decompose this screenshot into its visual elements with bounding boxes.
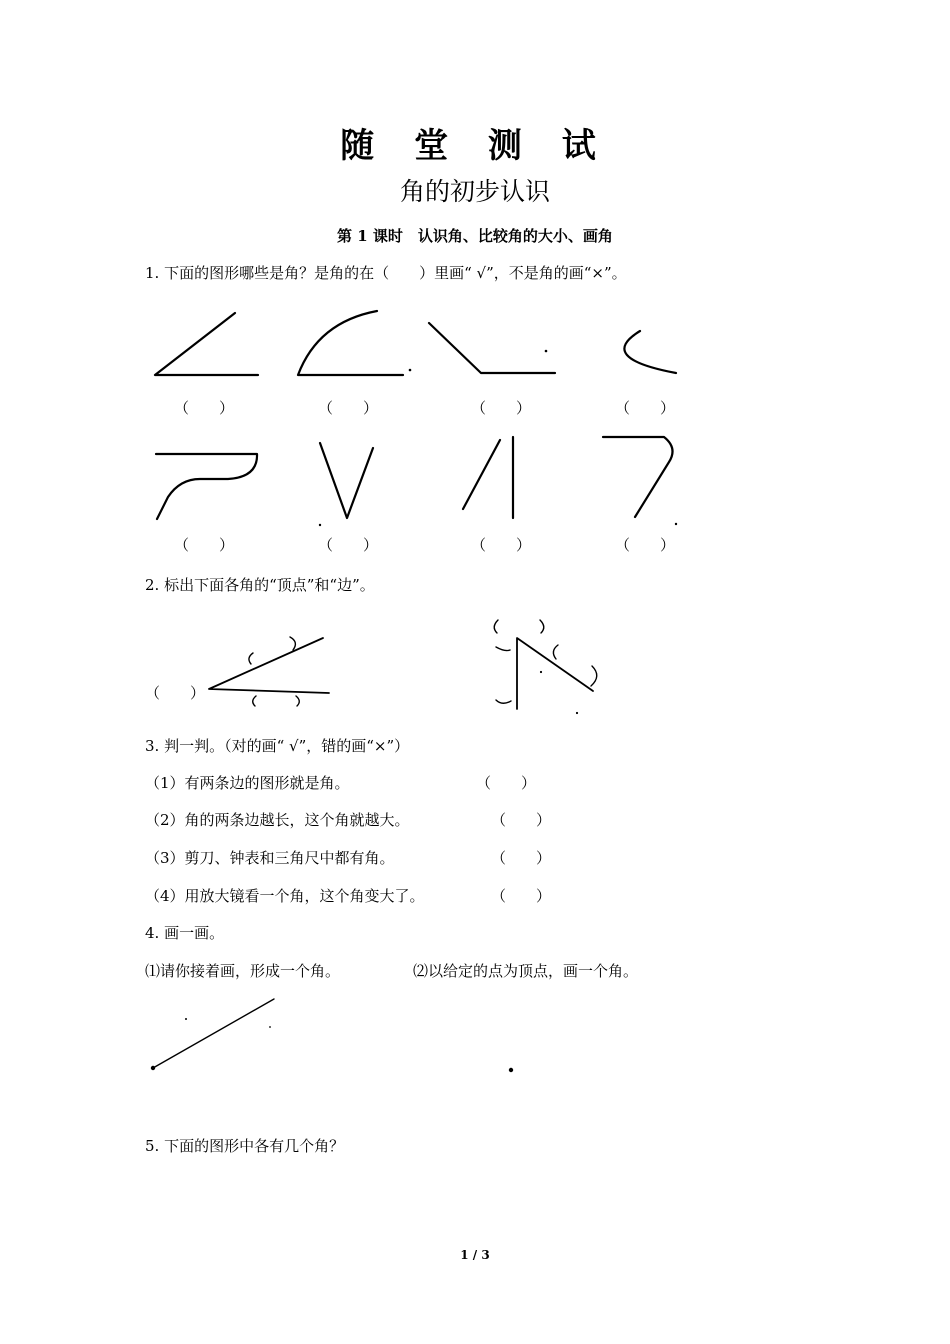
question-4-part-1: ⑴请你接着画，形成一个角。 [145, 962, 341, 980]
answer-blank-6[interactable]: （ ） [318, 536, 379, 554]
answer-blank-7[interactable]: （ ） [471, 536, 532, 554]
statement-1-blank[interactable]: （ ） [476, 774, 537, 792]
question-5: 5. 下面的图形中各有几个角？ [145, 1137, 345, 1155]
figure-shape-e [156, 454, 257, 519]
question-4: 4. 画一画。 [145, 924, 225, 942]
drawing-ray [153, 999, 274, 1068]
figure-angle-a [155, 313, 258, 375]
answer-blank-2[interactable]: （ ） [318, 399, 379, 417]
bracket-left-bottom-open [253, 696, 256, 706]
figure-curve-b [298, 311, 403, 375]
bracket-left-mid-open [249, 653, 253, 664]
bracket-right-edge-close [591, 666, 597, 686]
figure-angle-c [429, 323, 555, 373]
statement-3: （3）剪刀、钟表和三角尺中都有角。 [145, 849, 395, 867]
question-1: 1. 下面的图形哪些是角？是角的在（ ）里画“ √”，不是角的画“×”。 [145, 264, 627, 282]
answer-blank-1[interactable]: （ ） [174, 399, 235, 417]
q4-figures [0, 990, 950, 1090]
statement-4: （4）用放大镜看一个角，这个角变大了。 [145, 887, 425, 905]
vertex-label-blank[interactable]: （ ） [145, 684, 206, 702]
ray-endpoint [151, 1066, 155, 1070]
bracket-right-top-open [494, 620, 498, 633]
statement-3-blank[interactable]: （ ） [491, 849, 552, 867]
statement-4-blank[interactable]: （ ） [491, 887, 552, 905]
given-vertex-point [509, 1068, 513, 1072]
q2-figures [0, 600, 950, 730]
answer-blank-8[interactable]: （ ） [615, 536, 676, 554]
bracket-left-bottom-close [296, 696, 299, 706]
bracket-left-top-close [290, 637, 295, 650]
q1-figures [0, 0, 950, 560]
answer-blank-4[interactable]: （ ） [615, 399, 676, 417]
question-2: 2. 标出下面各角的“顶点”和“边”。 [145, 576, 375, 594]
figure-curve-d [624, 331, 676, 373]
statement-1: （1）有两条边的图形就是角。 [145, 774, 350, 792]
figure-line-g1 [463, 440, 500, 509]
angle-left [209, 638, 329, 693]
answer-blank-5[interactable]: （ ） [174, 536, 235, 554]
question-4-part-2: ⑵以给定的点为顶点，画一个角。 [413, 962, 639, 980]
page-subtitle: 角的初步认识 [399, 177, 550, 206]
lesson-heading: 第 1 课时 认识角、比较角的大小、画角 [337, 227, 613, 245]
bracket-right-inner [553, 645, 558, 659]
answer-blank-3[interactable]: （ ） [471, 399, 532, 417]
statement-2-blank[interactable]: （ ） [491, 811, 552, 829]
page-title: 随 堂 测 试 [340, 126, 610, 166]
question-3: 3. 判一判。（对的画“ √”，错的画“×”） [145, 737, 410, 755]
page-number: 1 / 3 [460, 1248, 490, 1262]
bracket-right-top-close [540, 620, 544, 633]
figure-shape-h [603, 437, 673, 517]
figure-angle-f [320, 443, 373, 518]
bracket-right-side-bottom [496, 700, 511, 703]
statement-2: （2）角的两条边越长，这个角就越大。 [145, 811, 410, 829]
bracket-right-side-top [496, 647, 510, 651]
